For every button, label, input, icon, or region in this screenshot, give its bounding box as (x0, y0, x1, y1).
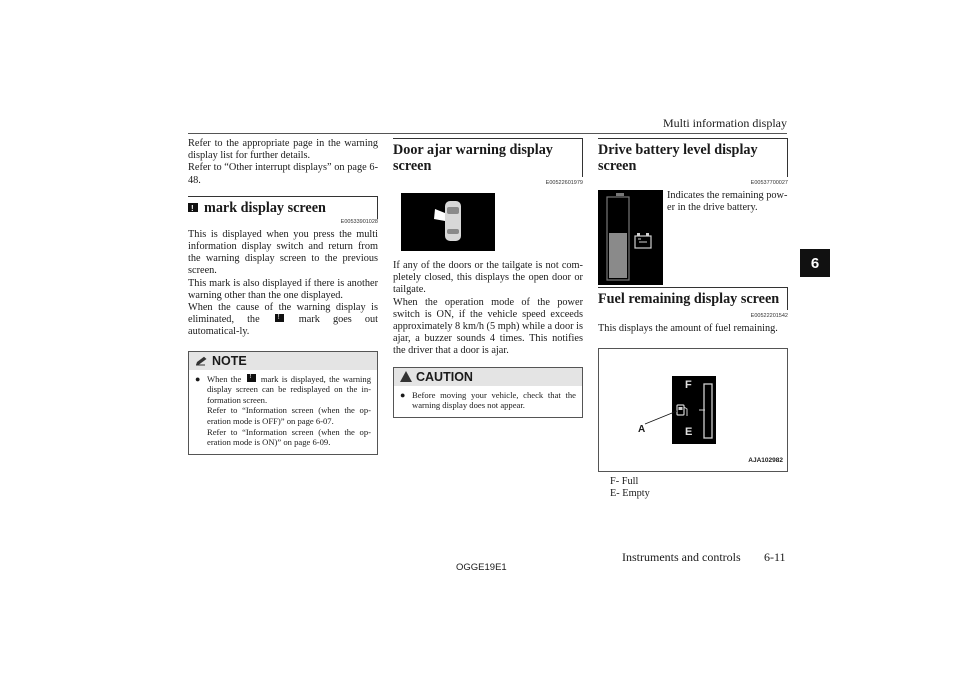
column-1 (188, 138, 378, 455)
paragraph: If any of the doors or the tailgate is not com-pletely closed, this displays the open door or tailgate. (393, 260, 583, 296)
page-number: 6-11 (764, 550, 786, 564)
warning-mark-icon (275, 314, 284, 322)
bullet-icon: ● (195, 373, 201, 384)
footer-section: Instruments and controls (622, 550, 741, 564)
mark-display-heading (188, 196, 378, 219)
intro-line: Refer to “Other interrupt displays” on page 6-48. (188, 162, 378, 186)
paragraph: When the operation mode of the power switch is ON, if the vehicle speed exceeds approximately 8 km/h (5 mph) while a door is ajar, a buzzer sounds 4 times. This notifies the driver that a door is ajar. (393, 296, 583, 357)
note-box (188, 351, 378, 455)
column-2 (393, 138, 583, 418)
caution-title: CAUTION (416, 369, 473, 384)
warning-mark-icon (188, 203, 198, 212)
note-item-pre: When the (207, 373, 242, 384)
caution-item-text: Before moving your vehicle, check that the warning display does not appear. (412, 389, 576, 411)
note-ref: Refer to “Information screen (when the op-eration mode is OFF)” on page 6-07. (207, 405, 371, 427)
caution-header (394, 368, 582, 386)
section-code: E00537700027 (750, 180, 788, 186)
fuel-figure (598, 348, 788, 472)
section-code: E00522201542 (750, 313, 788, 319)
fuel-heading: Fuel remaining display screen (598, 287, 788, 310)
battery-level-icon (598, 190, 663, 285)
fuel-empty-label: E (685, 426, 693, 439)
bullet-icon: ● (400, 389, 406, 400)
paragraph (188, 302, 378, 339)
callout-label: A (638, 424, 646, 436)
caution-box (393, 367, 583, 418)
note-header (189, 352, 377, 370)
paragraph-post: mark goes out automatical-ly. (188, 314, 379, 338)
caution-body (394, 386, 582, 417)
column-3 (598, 138, 788, 500)
note-title: NOTE (212, 353, 247, 368)
callout-line (639, 399, 684, 429)
warning-mark-icon (247, 374, 256, 382)
legend-item: F- Full (610, 476, 639, 488)
header-rule (188, 133, 787, 134)
note-item (195, 374, 371, 448)
fuel-full-label: F (685, 379, 692, 392)
car-door-open-icon (401, 193, 495, 251)
section-code: E00522601979 (545, 180, 583, 186)
door-ajar-display-image (401, 193, 495, 251)
note-body (189, 370, 377, 454)
paragraph-pre: When the cause of the warning display is eliminated, the (188, 302, 378, 326)
pencil-icon (195, 356, 208, 366)
doc-code: OGGE19E1 (456, 562, 507, 573)
fuel-text: This displays the amount of fuel remaining. (598, 323, 778, 334)
legend-item: E- Empty (610, 488, 650, 500)
fuel-legend (610, 476, 788, 500)
running-header: Multi information display (663, 116, 787, 130)
section-code: E00533901028 (340, 218, 378, 225)
caution-item (400, 390, 576, 411)
battery-text: Indicates the remaining pow-er in the drive battery. (667, 190, 788, 214)
note-ref: Refer to “Information screen (when the op-eration mode is ON)” on page 6-09. (207, 426, 371, 448)
intro-line: Refer to the appropriate page in the warning display list for further details. (188, 138, 378, 162)
paragraph: This is displayed when you press the multi information display switch and return from the warning display screen to the previous screen. (188, 228, 378, 277)
paragraph: This mark is also displayed if there is another warning other than the one displayed. (188, 277, 378, 301)
mark-display-heading-text: mark display screen (204, 199, 326, 216)
door-ajar-heading: Door ajar warning display screen (393, 138, 583, 177)
battery-block (598, 190, 788, 285)
warning-triangle-icon (400, 371, 412, 382)
note-item-post: mark is displayed, the warning display screen can be redisplayed on the in-formation screen. (207, 373, 371, 405)
chapter-tab: 6 (800, 249, 830, 277)
battery-heading: Drive battery level display screen (598, 138, 788, 177)
battery-level-display-image (598, 190, 663, 285)
figure-id: AJA102982 (748, 457, 783, 464)
